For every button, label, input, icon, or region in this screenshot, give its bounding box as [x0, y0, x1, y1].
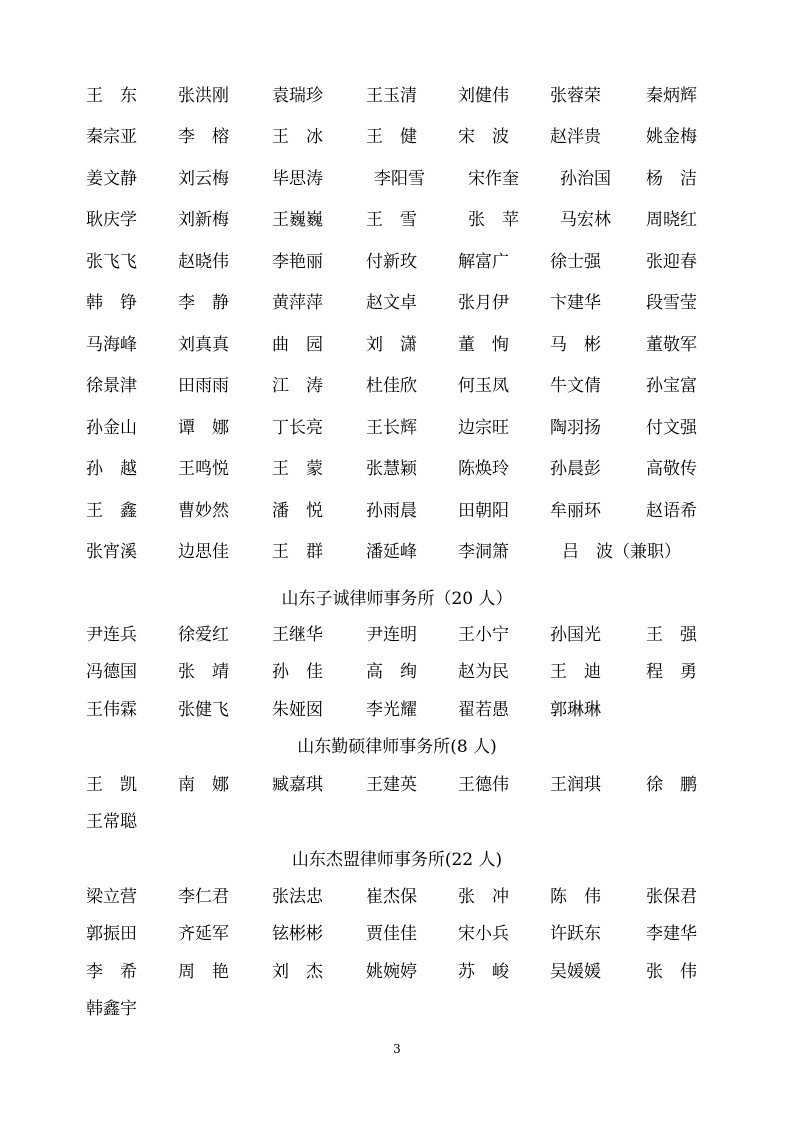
name-cell: 宋作奎 [468, 169, 519, 189]
name-cell: 朱娅囡 [272, 700, 323, 720]
name-cell: 高 绚 [366, 662, 417, 682]
name-cell: 张健飞 [178, 700, 229, 720]
name-row [86, 207, 726, 233]
name-cell: 冯德国 [86, 662, 137, 682]
name-cell: 王玉清 [366, 86, 417, 106]
name-cell: 王 凯 [86, 775, 137, 795]
name-cell: 孙晨彭 [550, 459, 601, 479]
name-row [86, 996, 726, 1022]
name-cell: 高敬传 [646, 459, 697, 479]
name-row [86, 921, 726, 947]
name-cell: 周 艳 [178, 962, 229, 982]
name-cell: 郭振田 [86, 924, 137, 944]
section-heading-jiemeng: 山东杰盟律师事务所(22 人) [291, 850, 503, 870]
name-cell: 许跃东 [550, 924, 601, 944]
name-cell: 张蓉荣 [550, 86, 601, 106]
name-cell: 马宏林 [560, 210, 611, 230]
name-cell: 李 静 [178, 293, 229, 313]
page-number: 3 [393, 1042, 401, 1056]
name-cell: 姚金梅 [646, 127, 697, 147]
name-cell: 张迎春 [646, 252, 697, 272]
name-cell: 铉彬彬 [272, 924, 323, 944]
name-cell: 王继华 [272, 625, 323, 645]
name-cell: 孙雨晨 [366, 501, 417, 521]
name-cell: 赵晓伟 [178, 252, 229, 272]
name-row [86, 622, 726, 648]
name-cell: 王德伟 [458, 775, 509, 795]
name-cell: 李建华 [646, 924, 697, 944]
name-cell: 谭 娜 [178, 418, 229, 438]
name-cell: 程 勇 [646, 662, 697, 682]
name-cell: 尹连兵 [86, 625, 137, 645]
name-cell: 刘健伟 [458, 86, 509, 106]
name-cell: 秦炳辉 [646, 86, 697, 106]
name-row [86, 124, 726, 150]
name-cell: 边宗旺 [458, 418, 509, 438]
name-cell: 张 靖 [178, 662, 229, 682]
name-cell: 张宵溪 [86, 542, 137, 562]
name-cell: 张洪刚 [178, 86, 229, 106]
name-cell: 齐延军 [178, 924, 229, 944]
name-row [86, 290, 726, 316]
name-cell: 刘云梅 [178, 169, 229, 189]
name-cell: 周晓红 [646, 210, 697, 230]
name-cell: 张保君 [646, 887, 697, 907]
section-heading-zicheng: 山东子诚律师事务所（20 人） [281, 589, 513, 609]
name-cell: 王 迪 [550, 662, 601, 682]
name-cell: 解富广 [458, 252, 509, 272]
name-row [86, 166, 726, 192]
name-cell: 贾佳佳 [366, 924, 417, 944]
name-cell: 王鸣悦 [178, 459, 229, 479]
name-cell: 潘延峰 [366, 542, 417, 562]
name-cell: 张月伊 [458, 293, 509, 313]
name-cell: 王 强 [646, 625, 697, 645]
section-heading-qinshuo: 山东勤硕律师事务所(8 人) [297, 737, 497, 757]
name-row [86, 498, 726, 524]
name-cell: 孙治国 [560, 169, 611, 189]
name-cell: 王 鑫 [86, 501, 137, 521]
name-row [86, 659, 726, 685]
name-cell: 田雨雨 [178, 376, 229, 396]
name-cell: 孙 佳 [272, 662, 323, 682]
name-row [86, 332, 726, 358]
name-cell: 王 群 [272, 542, 323, 562]
name-row [86, 884, 726, 910]
name-cell: 梁立营 [86, 887, 137, 907]
name-cell: 王 东 [86, 86, 137, 106]
name-cell: 吕 波（兼职） [562, 542, 681, 562]
name-cell: 曲 园 [272, 335, 323, 355]
name-cell: 黄萍萍 [272, 293, 323, 313]
name-cell: 李光耀 [366, 700, 417, 720]
name-cell: 尹连明 [366, 625, 417, 645]
name-cell: 刘真真 [178, 335, 229, 355]
name-cell: 王 蒙 [272, 459, 323, 479]
name-cell: 赵文卓 [366, 293, 417, 313]
name-cell: 董 恂 [458, 335, 509, 355]
name-cell: 段雪莹 [646, 293, 697, 313]
name-cell: 徐士强 [550, 252, 601, 272]
name-cell: 王 雪 [366, 210, 417, 230]
name-cell: 马海峰 [86, 335, 137, 355]
name-cell: 孙国光 [550, 625, 601, 645]
name-row [86, 697, 726, 723]
name-cell: 臧嘉琪 [272, 775, 323, 795]
name-cell: 牟丽环 [550, 501, 601, 521]
name-row [86, 809, 726, 835]
name-cell: 何玉凤 [458, 376, 509, 396]
name-cell: 李 希 [86, 962, 137, 982]
name-row [86, 373, 726, 399]
name-cell: 张飞飞 [86, 252, 137, 272]
name-cell: 边思佳 [178, 542, 229, 562]
name-cell: 王小宁 [458, 625, 509, 645]
name-cell: 耿庆学 [86, 210, 137, 230]
name-cell: 王润琪 [550, 775, 601, 795]
name-cell: 王巍巍 [272, 210, 323, 230]
name-cell: 董敬军 [646, 335, 697, 355]
name-row [86, 456, 726, 482]
name-cell: 徐 鹏 [646, 775, 697, 795]
name-cell: 王 健 [366, 127, 417, 147]
name-row [86, 959, 726, 985]
name-row [86, 415, 726, 441]
name-cell: 张 伟 [646, 962, 697, 982]
name-cell: 李仁君 [178, 887, 229, 907]
name-cell: 姚婉婷 [366, 962, 417, 982]
name-cell: 王长辉 [366, 418, 417, 438]
name-cell: 付文强 [646, 418, 697, 438]
name-cell: 宋小兵 [458, 924, 509, 944]
name-cell: 陈 伟 [550, 887, 601, 907]
name-cell: 刘 潇 [366, 335, 417, 355]
name-cell: 李洞箫 [458, 542, 509, 562]
name-cell: 江 涛 [272, 376, 323, 396]
name-cell: 潘 悦 [272, 501, 323, 521]
name-cell: 孙宝富 [646, 376, 697, 396]
name-cell: 杜佳欣 [366, 376, 417, 396]
name-cell: 王 冰 [272, 127, 323, 147]
name-row [86, 772, 726, 798]
name-cell: 张法忠 [272, 887, 323, 907]
name-cell: 杨 洁 [646, 169, 697, 189]
name-cell: 赵为民 [458, 662, 509, 682]
name-cell: 翟若愚 [458, 700, 509, 720]
name-cell: 王常聪 [86, 812, 137, 832]
name-cell: 赵泮贵 [550, 127, 601, 147]
name-cell: 王伟霖 [86, 700, 137, 720]
name-cell: 陈焕玲 [458, 459, 509, 479]
name-cell: 吴媛媛 [550, 962, 601, 982]
name-cell: 刘新梅 [178, 210, 229, 230]
name-cell: 丁长亮 [272, 418, 323, 438]
name-cell: 宋 波 [458, 127, 509, 147]
name-cell: 苏 峻 [458, 962, 509, 982]
name-cell: 袁瑞珍 [272, 86, 323, 106]
name-cell: 曹妙然 [178, 501, 229, 521]
name-cell: 牛文倩 [550, 376, 601, 396]
name-cell: 赵语希 [646, 501, 697, 521]
name-cell: 韩 铮 [86, 293, 137, 313]
name-cell: 李阳雪 [374, 169, 425, 189]
name-cell: 张慧颖 [366, 459, 417, 479]
name-cell: 徐爱红 [178, 625, 229, 645]
name-cell: 卞建华 [550, 293, 601, 313]
name-cell: 孙 越 [86, 459, 137, 479]
name-cell: 张 苹 [468, 210, 519, 230]
name-cell: 韩鑫宇 [86, 999, 137, 1019]
name-cell: 李 榕 [178, 127, 229, 147]
name-row [86, 83, 726, 109]
name-cell: 付新玫 [366, 252, 417, 272]
name-cell: 崔杰保 [366, 887, 417, 907]
name-row [86, 539, 726, 565]
name-cell: 郭琳琳 [550, 700, 601, 720]
name-cell: 姜文静 [86, 169, 137, 189]
name-cell: 陶羽扬 [550, 418, 601, 438]
name-cell: 南 娜 [178, 775, 229, 795]
name-cell: 刘 杰 [272, 962, 323, 982]
name-cell: 张 冲 [458, 887, 509, 907]
name-cell: 孙金山 [86, 418, 137, 438]
name-cell: 毕思涛 [272, 169, 323, 189]
name-cell: 马 彬 [550, 335, 601, 355]
name-cell: 徐景津 [86, 376, 137, 396]
name-cell: 李艳丽 [272, 252, 323, 272]
name-row [86, 249, 726, 275]
name-cell: 王建英 [366, 775, 417, 795]
name-cell: 田朝阳 [458, 501, 509, 521]
name-cell: 秦宗亚 [86, 127, 137, 147]
